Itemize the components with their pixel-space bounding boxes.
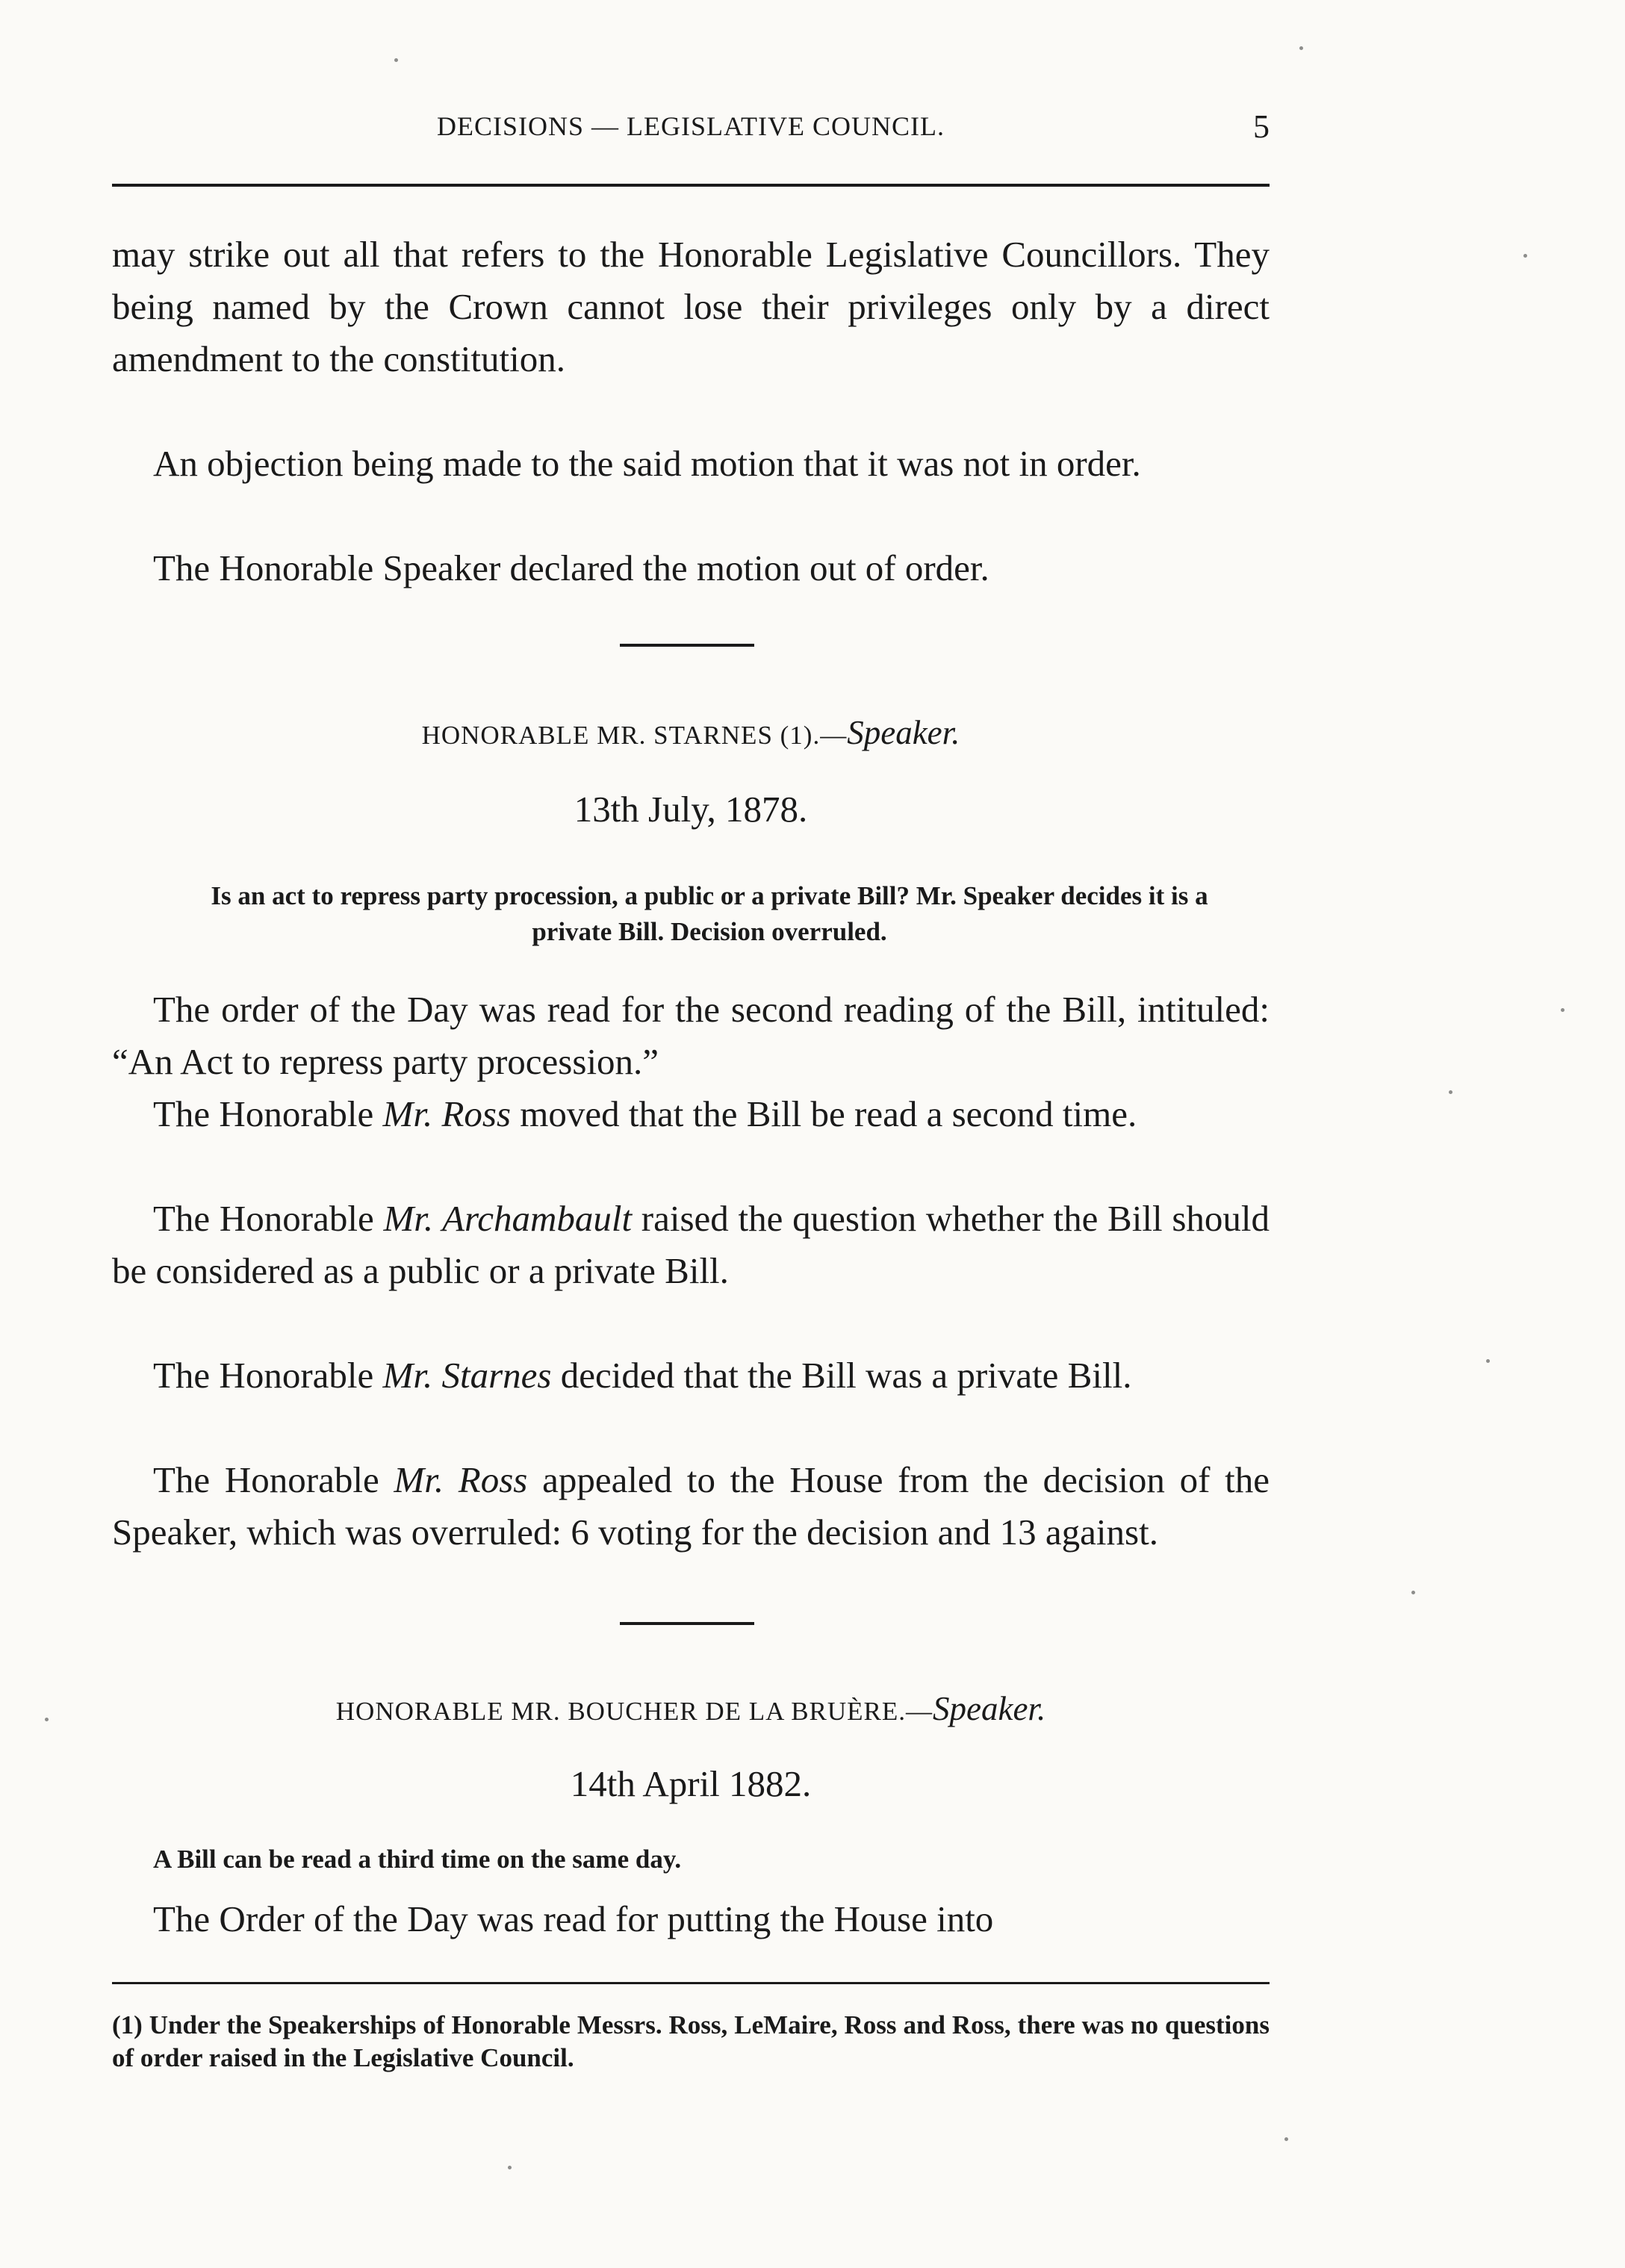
print-speck — [1449, 1090, 1452, 1094]
section1-summary: Is an act to repress party procession, a public or a private Bill? Mr. Speaker decides it is a private Bill. Decision overruled. — [211, 881, 1208, 946]
section1-heading — [112, 713, 1270, 752]
print-speck — [1523, 254, 1527, 258]
text-run: The Honorable — [153, 1198, 384, 1239]
section1-paragraph-3 — [112, 1193, 1270, 1297]
text-run: appealed to the House from the decision of the Speaker, which was overruled: 6 voting for the decision and 13 against. — [112, 1459, 1270, 1553]
print-speck — [508, 2166, 512, 2169]
print-speck — [1299, 46, 1303, 50]
section2-heading — [112, 1689, 1270, 1728]
intro-paragraph-3: The Honorable Speaker declared the motion out of order. — [153, 547, 989, 588]
print-speck — [1284, 2137, 1288, 2141]
section1-paragraph-4 — [112, 1349, 1270, 1402]
speaker-name: Mr. Archambault — [383, 1198, 633, 1239]
section1-paragraph-2 — [112, 1088, 1270, 1140]
book-page — [112, 0, 1270, 2268]
section2-heading-caps: HONORABLE MR. BOUCHER DE LA BRUÈRE.— — [335, 1697, 933, 1726]
text-run: The Honorable — [153, 1093, 383, 1134]
speaker-name: Mr. Ross — [394, 1459, 528, 1500]
page-number: 5 — [1253, 108, 1270, 145]
print-speck — [1486, 1359, 1490, 1363]
footnote: (1) Under the Speakerships of Honorable Messrs. Ross, LeMaire, Ross and Ross, there was no questions of order raised in the Legislative Council. — [112, 2010, 1270, 2072]
section-divider-1 — [620, 644, 754, 647]
running-title: DECISIONS — LEGISLATIVE COUNCIL. — [437, 111, 945, 141]
text-run: The Honorable — [153, 1355, 383, 1396]
section-divider-2 — [620, 1622, 754, 1625]
section1-paragraph-5 — [112, 1454, 1270, 1559]
footnote-rule — [112, 1982, 1270, 1984]
section2-date: 14th April 1882. — [570, 1763, 812, 1804]
section2-heading-italic: Speaker. — [933, 1690, 1046, 1727]
running-head — [112, 108, 1270, 155]
text-run: moved that the Bill be read a second time. — [511, 1093, 1137, 1134]
text-run: raised the question whether the Bill should be considered as a public or a private Bill. — [112, 1198, 1270, 1291]
print-speck — [45, 1718, 49, 1721]
intro-paragraph-2: An objection being made to the said motion that it was not in order. — [153, 443, 1141, 484]
text-run: decided that the Bill was a private Bill. — [551, 1355, 1132, 1396]
section2-paragraph-1: The Order of the Day was read for putting the House into — [153, 1898, 994, 1939]
speaker-name: Mr. Starnes — [382, 1355, 552, 1396]
section1-paragraph-1: The order of the Day was read for the second reading of the Bill, intituled: “An Act to repress party procession.” — [112, 989, 1270, 1082]
header-rule — [112, 184, 1270, 187]
text-run: The Honorable — [153, 1459, 394, 1500]
print-speck — [1411, 1591, 1415, 1594]
print-speck — [394, 58, 398, 62]
speaker-name: Mr. Ross — [382, 1093, 512, 1134]
intro-paragraph-1: may strike out all that refers to the Honorable Legislative Councillors. They being named by the Crown cannot lose their privileges only by a direct amendment to the constitution. — [112, 234, 1270, 379]
section1-heading-italic: Speaker. — [847, 714, 960, 751]
section2-summary: A Bill can be read a third time on the same day. — [153, 1845, 682, 1874]
section1-heading-caps: HONORABLE MR. STARNES (1).— — [421, 721, 848, 750]
section1-date: 13th July, 1878. — [574, 789, 808, 830]
print-speck — [1561, 1008, 1565, 1012]
